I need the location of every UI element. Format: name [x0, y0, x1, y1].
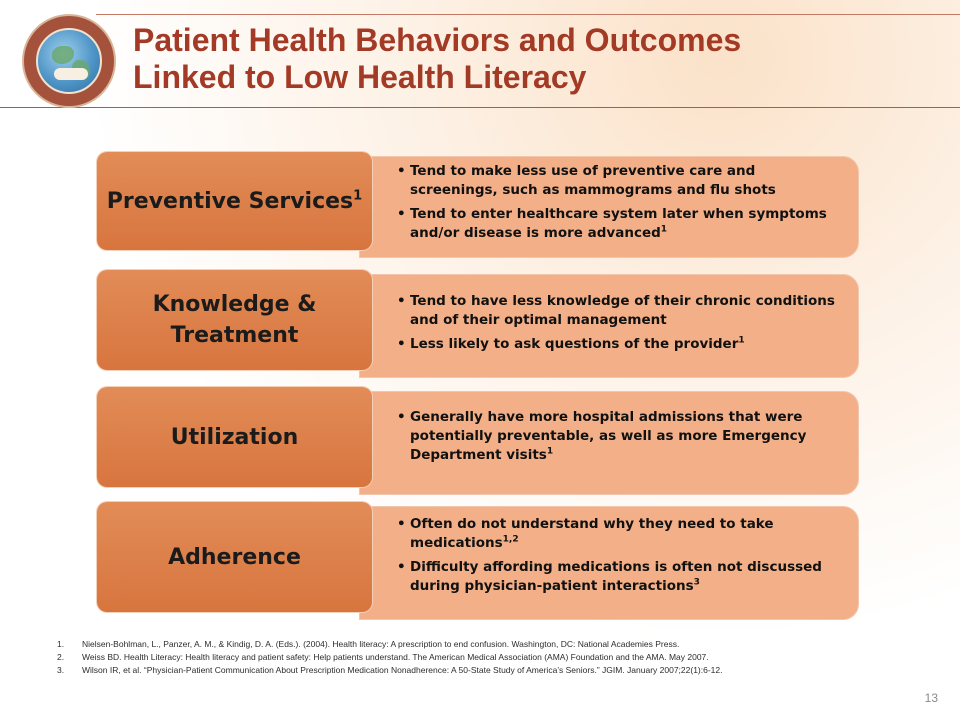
- organization-seal-logo: [22, 14, 116, 108]
- reference-number: 3.: [57, 665, 65, 675]
- category-label-box: [97, 270, 372, 370]
- category-label: Preventive Services$^1$: [106, 188, 363, 214]
- reference-number: 2.: [57, 652, 65, 662]
- bullet-list: [397, 515, 841, 601]
- row-utilization: [97, 387, 859, 495]
- bullet-item: • Tend to have less knowledge of their chronic conditions and of their optimal management: [397, 292, 841, 330]
- row-knowledge-treatment: [97, 270, 859, 378]
- slide-title-line-2: Linked to Low Health Literacy: [133, 59, 587, 95]
- reference-text: Weiss BD. Health Literacy: Health literacy and patient safety: Help patients understand. The American Medical Association (AMA) Foundation and the AMA. May 2007.: [82, 652, 709, 662]
- reference-text: Nielsen-Bohlman, L., Panzer, A. M., & Kindig, D. A. (Eds.). (2004). Health literacy: A prescription to end confusion. Washington, DC: National Academies Press.: [82, 639, 680, 649]
- page-number: 13: [924, 691, 938, 705]
- reference-item: [57, 651, 937, 664]
- slide-title-line-1: Patient Health Behaviors and Outcomes: [133, 22, 742, 58]
- reference-text: Wilson IR, et al. “Physician-Patient Communication About Prescription Medication Nonadherence: A 50-State Study of America’s Seniors.” JGIM. January 2007;22(1):6-12.: [82, 665, 723, 675]
- bullet-item: • Often do not understand why they need to take medications$^{1,2}$: [397, 515, 841, 553]
- bullet-list: [397, 408, 841, 470]
- category-label: Knowledge & Treatment: [152, 292, 317, 348]
- bullet-list: [397, 292, 841, 359]
- bullet-item: • Generally have more hospital admissions that were potentially preventable, as well as more Emergency Department visits$^1$: [397, 408, 841, 465]
- reference-number: 1.: [57, 639, 65, 649]
- bullet-item: • Tend to make less use of preventive care and screenings, such as mammograms and flu shots: [397, 162, 841, 200]
- bullet-item: • Difficulty affording medications is often not discussed during physician-patient interactions$^3$: [397, 558, 841, 596]
- category-label: Adherence: [168, 544, 301, 570]
- bullet-list: [397, 162, 841, 248]
- bullet-item: • Less likely to ask questions of the provider$^1$: [397, 335, 841, 354]
- handshake-icon: [54, 68, 88, 80]
- bullet-item: • Tend to enter healthcare system later when symptoms and/or disease is more advanced$^1$: [397, 205, 841, 243]
- globe-icon: [36, 28, 102, 94]
- row-preventive-services: [97, 152, 859, 258]
- reference-list: [57, 638, 937, 677]
- category-label: Utilization: [170, 424, 299, 450]
- category-label-box: [97, 152, 372, 250]
- category-label-box: [97, 502, 372, 612]
- category-label-box: [97, 387, 372, 487]
- reference-item: [57, 664, 937, 677]
- seal-landmass: [52, 46, 74, 64]
- row-adherence: [97, 502, 859, 620]
- slide-title: [133, 22, 933, 96]
- reference-item: [57, 638, 937, 651]
